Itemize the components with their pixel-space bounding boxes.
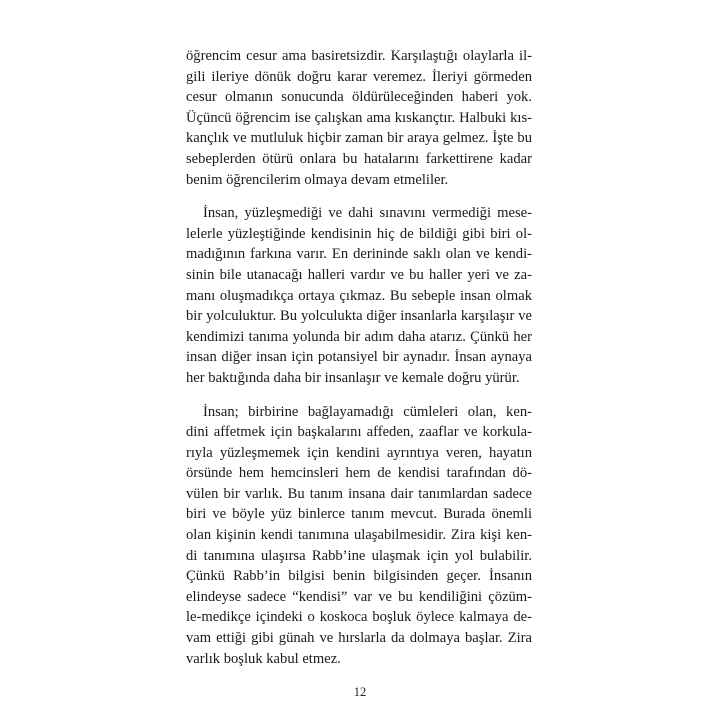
body-text	[186, 46, 532, 669]
paragraph-1	[186, 46, 532, 190]
paragraph-gap	[186, 190, 532, 203]
text-line: kendimizi tanıma yolunda bir adım daha atarız. Çünkü her	[186, 328, 532, 345]
text-line: varlık boşluk kabul etmez.	[186, 650, 341, 667]
paragraph-3	[186, 402, 532, 670]
text-line: biri ve böyle yüz binlerce tanım mevcut. Burada önemli	[186, 506, 532, 523]
text-line: benim öğrencilerim olmaya devam etmeliler.	[186, 171, 449, 188]
paragraph-2	[186, 203, 532, 388]
text-line: sinin bile utanacağı halleri vardır ve bu haller yeri ve za-	[186, 266, 532, 283]
text-line: insan diğer insan için potansiyel bir aynadır. İnsan aynaya	[186, 349, 532, 366]
text-line: gili ileriye dönük doğru karar veremez. İleriyi görmeden	[186, 68, 532, 85]
text-line: lelerle yüzleştiğinde kendisinin hiç de bildiği gibi biri ol-	[186, 225, 532, 242]
text-line: dini affetmek için başkalarını affeden, zaaflar ve korkula-	[186, 424, 532, 441]
text-line: elindeyse sadece “kendisi” var ve bu kendiliğini çözüm-	[186, 588, 532, 605]
text-line: olan kişinin kendi tanımına ulaşabilmesidir. Zira kişi ken-	[186, 527, 532, 544]
text-line: Üçüncü öğrencim ise çalışkan ama kıskançtır. Halbuki kıs-	[186, 109, 532, 126]
text-line: bir yolculuktur. Bu yolculukta diğer insanlarla karşılaşır ve	[186, 308, 532, 325]
paragraph-gap	[186, 389, 532, 402]
text-line: manı oluşmadıkça ortaya çıkmaz. Bu sebeple insan olmak	[186, 287, 532, 304]
text-line: öğrencim cesur ama basiretsizdir. Karşılaştığı olaylarla il-	[186, 48, 532, 64]
text-line: di tanımına ulaşırsa Rabb’ine ulaşmak için yol bulabilir.	[186, 547, 532, 564]
text-line: kançlık ve mutluluk hiçbir zaman bir araya gelmez. İşte bu	[186, 130, 532, 147]
text-line: rıyla yüzleşmemek için kendini ayrıntıya veren, hayatın	[186, 444, 532, 461]
text-line: cesur olmanın sonucunda öldürüleceğinden haberi yok.	[186, 89, 532, 106]
text-line: vülen bir varlık. Bu tanım insana dair tanımlardan sadece	[186, 485, 532, 502]
text-line: örsünde hem hemcinsleri hem de kendisi tarafından dö-	[186, 465, 532, 482]
text-line: İnsan; birbirine bağlayamadığı cümleleri olan, ken-	[203, 403, 532, 420]
text-line: madığının farkına varır. En derininde saklı olan ve kendi-	[186, 246, 532, 263]
text-line: vam ettiği gibi günah ve hırslarla da dolmaya başlar. Zira	[186, 630, 532, 647]
text-line: Çünkü Rabb’in bilgisi benin bilgisinden geçer. İnsanın	[186, 568, 532, 585]
page-number: 12	[353, 685, 367, 699]
text-line: her baktığında daha bir insanlaşır ve kemale doğru yürür.	[186, 369, 520, 386]
text-line: le-medikçe içindeki o koskoca boşluk öylece kalmaya de-	[186, 609, 532, 626]
text-line: İnsan, yüzleşmediği ve dahi sınavını vermediği mese-	[203, 205, 532, 222]
text-line: sebeplerden ötürü onlara bu hatalarını farkettirene kadar	[186, 150, 532, 167]
